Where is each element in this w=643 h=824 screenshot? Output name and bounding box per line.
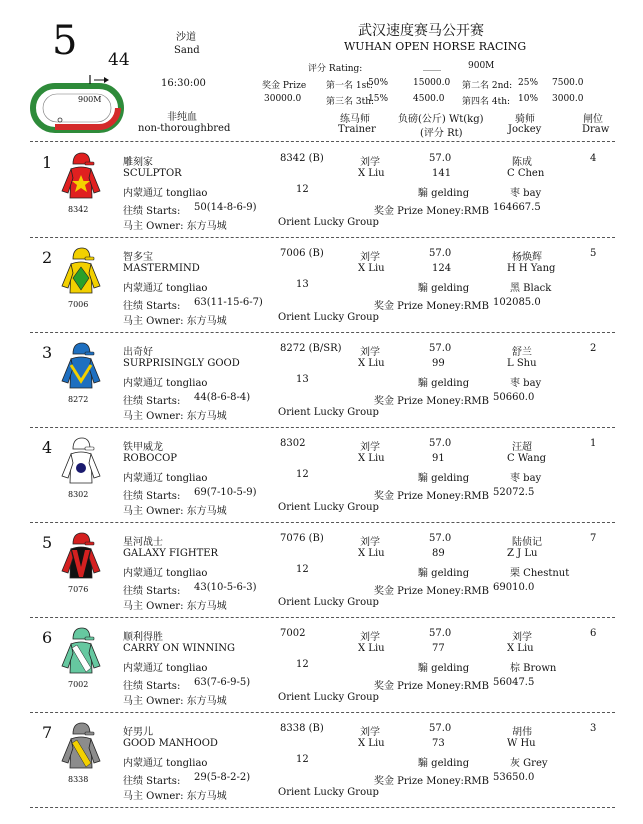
silks-code: 8302: [68, 490, 89, 499]
horse-origin: 内蒙通辽 tongliao: [123, 663, 208, 674]
trainer-en: X Liu: [358, 548, 385, 559]
header-jockey-en: Jockey: [508, 124, 542, 135]
horse-age: 12: [296, 564, 309, 575]
prize-money-label: 奖金 Prize Money:RMB: [374, 586, 490, 597]
silks-code: 8272: [68, 395, 89, 404]
place1-label: 第一名 1st:: [326, 81, 373, 91]
horse-origin: 内蒙通辽 tongliao: [123, 188, 208, 199]
horse-entry: [0, 238, 643, 333]
weight: 57.0: [429, 153, 452, 164]
weight: 57.0: [429, 628, 452, 639]
place2-amt: 7500.0: [552, 78, 584, 88]
breed-cn: 非纯血: [167, 112, 197, 123]
prize-money-label: 奖金 Prize Money:RMB: [374, 206, 490, 217]
horse-origin: 内蒙通辽 tongliao: [123, 473, 208, 484]
horse-name-en: SCULPTOR: [123, 168, 182, 179]
surface-cn: 沙道: [176, 32, 196, 43]
prize-total: 30000.0: [264, 94, 302, 104]
starts-record: 63(7-6-9-5): [194, 677, 251, 688]
starts-record: 29(5-8-2-2): [194, 772, 251, 783]
jockey-cn: 陈成: [512, 157, 532, 168]
trainer-cn: 刘学: [360, 442, 380, 453]
jockey-en: X Liu: [507, 643, 534, 654]
saddle-number: 6: [42, 628, 53, 647]
rating: 99: [432, 358, 445, 369]
jockey-cn: 胡伟: [512, 727, 532, 738]
horse-code: 8342 (B): [280, 153, 324, 164]
horse-color: 栗 Chestnut: [510, 568, 570, 579]
horse-color: 枣 bay: [510, 378, 542, 389]
jockey-en: H H Yang: [507, 263, 556, 274]
rating: 73: [432, 738, 445, 749]
horse-entry: [0, 523, 643, 618]
owner-label: 马主 Owner: 东方马城: [123, 316, 227, 327]
place2-label: 第二名 2nd:: [462, 81, 513, 91]
horse-name-en: ROBOCOP: [123, 453, 178, 464]
saddle-number: 7: [42, 723, 53, 742]
jockey-silks-icon: [60, 341, 102, 389]
starts-record: 69(7-10-5-9): [194, 487, 257, 498]
horse-age: 12: [296, 469, 309, 480]
starts-label: 往绩 Starts:: [123, 396, 181, 407]
rating-label: 评分 Rating:: [308, 64, 363, 74]
place1-pct: 50%: [368, 78, 389, 88]
header-weight-cn: 负磅(公斤) Wt(kg): [398, 114, 484, 125]
trainer-en: X Liu: [358, 168, 385, 179]
rating: 141: [432, 168, 452, 179]
header-jockey-cn: 骑师: [515, 114, 535, 125]
place3-amt: 4500.0: [413, 94, 445, 104]
saddle-number: 2: [42, 248, 53, 267]
horse-entry: [0, 333, 643, 428]
owner-group: Orient Lucky Group: [278, 597, 379, 608]
place3-label: 第三名 3th:: [326, 97, 375, 107]
jockey-cn: 陆侦记: [512, 537, 542, 548]
jockey-silks-icon: [60, 531, 102, 579]
horse-age: 12: [296, 184, 309, 195]
horse-entry: [0, 618, 643, 713]
trainer-en: X Liu: [358, 453, 385, 464]
trainer-cn: 刘学: [360, 632, 380, 643]
breed-en: non-thoroughbred: [138, 123, 231, 134]
horse-code: 7076 (B): [280, 533, 324, 544]
header-draw-cn: 闸位: [583, 114, 603, 125]
owner-group: Orient Lucky Group: [278, 407, 379, 418]
prize-money: 102085.0: [493, 297, 541, 308]
starts-label: 往绩 Starts:: [123, 776, 181, 787]
jockey-cn: 汪超: [512, 442, 532, 453]
trainer-cn: 刘学: [360, 537, 380, 548]
horse-code: 8338 (B): [280, 723, 324, 734]
header-trainer-en: Trainer: [338, 124, 376, 135]
sex: 騸 gelding: [418, 378, 470, 389]
trainer-cn: 刘学: [360, 157, 380, 168]
horse-color: 黑 Black: [510, 283, 552, 294]
horse-origin: 内蒙通辽 tongliao: [123, 568, 208, 579]
silks-code: 7006: [68, 300, 89, 309]
trainer-cn: 刘学: [360, 347, 380, 358]
horse-name-en: SURPRISINGLY GOOD: [123, 358, 240, 369]
rating: 89: [432, 548, 445, 559]
owner-label: 马主 Owner: 东方马城: [123, 601, 227, 612]
sex: 騸 gelding: [418, 568, 470, 579]
weight: 57.0: [429, 723, 452, 734]
horse-code: 7002: [280, 628, 306, 639]
surface-en: Sand: [174, 45, 200, 56]
horse-age: 12: [296, 754, 309, 765]
horse-age: 12: [296, 659, 309, 670]
distance: 900M: [468, 61, 495, 71]
jockey-en: C Wang: [507, 453, 547, 464]
jockey-cn: 杨焕辉: [512, 252, 542, 263]
draw: 5: [590, 248, 597, 259]
weight: 57.0: [429, 248, 452, 259]
title-cn: 武汉速度赛马公开赛: [358, 23, 484, 39]
saddle-number: 1: [42, 153, 53, 172]
jockey-en: W Hu: [507, 738, 536, 749]
starts-label: 往绩 Starts:: [123, 301, 181, 312]
draw: 4: [590, 153, 597, 164]
horse-color: 枣 bay: [510, 473, 542, 484]
trainer-en: X Liu: [358, 358, 385, 369]
horse-color: 灰 Grey: [510, 758, 548, 769]
horse-name-cn: 好男儿: [123, 727, 153, 738]
trainer-cn: 刘学: [360, 727, 380, 738]
owner-group: Orient Lucky Group: [278, 502, 379, 513]
jockey-en: L Shu: [507, 358, 537, 369]
horse-color: 棕 Brown: [510, 663, 557, 674]
horse-name-en: CARRY ON WINNING: [123, 643, 235, 654]
place4-amt: 3000.0: [552, 94, 584, 104]
rating: 91: [432, 453, 445, 464]
horse-origin: 内蒙通辽 tongliao: [123, 283, 208, 294]
silks-code: 8342: [68, 205, 89, 214]
weight: 57.0: [429, 533, 452, 544]
starts-record: 43(10-5-6-3): [194, 582, 257, 593]
trainer-en: X Liu: [358, 263, 385, 274]
weight: 57.0: [429, 438, 452, 449]
jockey-cn: 舒兰: [512, 347, 532, 358]
prize-money: 164667.5: [493, 202, 541, 213]
starts-label: 往绩 Starts:: [123, 586, 181, 597]
silks-code: 8338: [68, 775, 89, 784]
prize-money-label: 奖金 Prize Money:RMB: [374, 681, 490, 692]
horse-origin: 内蒙通辽 tongliao: [123, 758, 208, 769]
place3-pct: 15%: [368, 94, 389, 104]
prize-money-label: 奖金 Prize Money:RMB: [374, 396, 490, 407]
owner-group: Orient Lucky Group: [278, 787, 379, 798]
place4-label: 第四名 4th:: [462, 97, 511, 107]
owner-group: Orient Lucky Group: [278, 312, 379, 323]
place4-pct: 10%: [518, 94, 539, 104]
horse-color: 枣 bay: [510, 188, 542, 199]
draw: 2: [590, 343, 597, 354]
jockey-silks-icon: [60, 151, 102, 199]
prize-money-label: 奖金 Prize Money:RMB: [374, 491, 490, 502]
horse-origin: 内蒙通辽 tongliao: [123, 378, 208, 389]
prize-money: 50660.0: [493, 392, 535, 403]
place2-pct: 25%: [518, 78, 539, 88]
owner-label: 马主 Owner: 东方马城: [123, 411, 227, 422]
horse-name-cn: 智多宝: [123, 252, 153, 263]
starts-record: 44(8-6-8-4): [194, 392, 251, 403]
silks-code: 7002: [68, 680, 89, 689]
sex: 騸 gelding: [418, 758, 470, 769]
sex: 騸 gelding: [418, 663, 470, 674]
saddle-number: 4: [42, 438, 53, 457]
horse-age: 13: [296, 374, 309, 385]
horse-entry: [0, 428, 643, 523]
owner-label: 马主 Owner: 东方马城: [123, 506, 227, 517]
trainer-en: X Liu: [358, 738, 385, 749]
prize-money-label: 奖金 Prize Money:RMB: [374, 776, 490, 787]
horse-entry: [0, 713, 643, 808]
starts-record: 63(11-15-6-7): [194, 297, 263, 308]
jockey-en: C Chen: [507, 168, 545, 179]
dot-icon: [76, 463, 86, 473]
race-number: 5: [52, 18, 78, 64]
owner-label: 马主 Owner: 东方马城: [123, 791, 227, 802]
horse-entry: [0, 143, 643, 238]
rating-value: ____: [423, 61, 441, 71]
jockey-silks-icon: [60, 436, 102, 484]
starts-record: 50(14-8-6-9): [194, 202, 257, 213]
horse-name-cn: 出奇好: [123, 347, 153, 358]
horse-name-en: GALAXY FIGHTER: [123, 548, 219, 559]
sex: 騸 gelding: [418, 473, 470, 484]
header-separator: [30, 141, 615, 142]
draw: 1: [590, 438, 597, 449]
prize-money-label: 奖金 Prize Money:RMB: [374, 301, 490, 312]
jockey-silks-icon: [60, 721, 102, 769]
horse-name-cn: 星河战士: [123, 537, 163, 548]
race-time: 16:30:00: [161, 78, 206, 89]
track-distance: 900M: [78, 95, 102, 104]
prize-money: 56047.5: [493, 677, 535, 688]
trainer-en: X Liu: [358, 643, 385, 654]
owner-label: 马主 Owner: 东方马城: [123, 696, 227, 707]
rating: 124: [432, 263, 452, 274]
jockey-en: Z J Lu: [507, 548, 538, 559]
prize-money: 69010.0: [493, 582, 535, 593]
horse-name-cn: 铁甲威龙: [123, 442, 163, 453]
horse-name-en: MASTERMIND: [123, 263, 200, 274]
owner-label: 马主 Owner: 东方马城: [123, 221, 227, 232]
owner-group: Orient Lucky Group: [278, 692, 379, 703]
header-weight-en: (评分 Rt): [420, 128, 463, 139]
title-en: WUHAN OPEN HORSE RACING: [344, 40, 527, 53]
sex: 騸 gelding: [418, 188, 470, 199]
jockey-cn: 刘学: [512, 632, 532, 643]
draw: 7: [590, 533, 597, 544]
starts-label: 往绩 Starts:: [123, 681, 181, 692]
starts-label: 往绩 Starts:: [123, 491, 181, 502]
entry-separator: [30, 807, 615, 808]
jockey-silks-icon: [60, 626, 102, 674]
place1-amt: 15000.0: [413, 78, 451, 88]
jockey-silks-icon: [60, 246, 102, 294]
horse-name-cn: 雕刻家: [123, 157, 153, 168]
saddle-number: 3: [42, 343, 53, 362]
prize-money: 52072.5: [493, 487, 535, 498]
trainer-cn: 刘学: [360, 252, 380, 263]
starts-label: 往绩 Starts:: [123, 206, 181, 217]
header-trainer-cn: 练马师: [340, 114, 370, 125]
draw: 3: [590, 723, 597, 734]
prize-money: 53650.0: [493, 772, 535, 783]
horse-name-en: GOOD MANHOOD: [123, 738, 218, 749]
draw: 6: [590, 628, 597, 639]
horse-code: 8302: [280, 438, 306, 449]
field-size: 44: [108, 50, 130, 70]
horse-code: 7006 (B): [280, 248, 324, 259]
prize-label: 奖金 Prize: [262, 81, 307, 91]
rating: 77: [432, 643, 445, 654]
horse-code: 8272 (B/SR): [280, 343, 342, 354]
owner-group: Orient Lucky Group: [278, 217, 379, 228]
horse-age: 13: [296, 279, 309, 290]
silks-code: 7076: [68, 585, 89, 594]
weight: 57.0: [429, 343, 452, 354]
horse-name-cn: 顺利得胜: [123, 632, 163, 643]
header-draw-en: Draw: [582, 124, 610, 135]
sex: 騸 gelding: [418, 283, 470, 294]
saddle-number: 5: [42, 533, 53, 552]
